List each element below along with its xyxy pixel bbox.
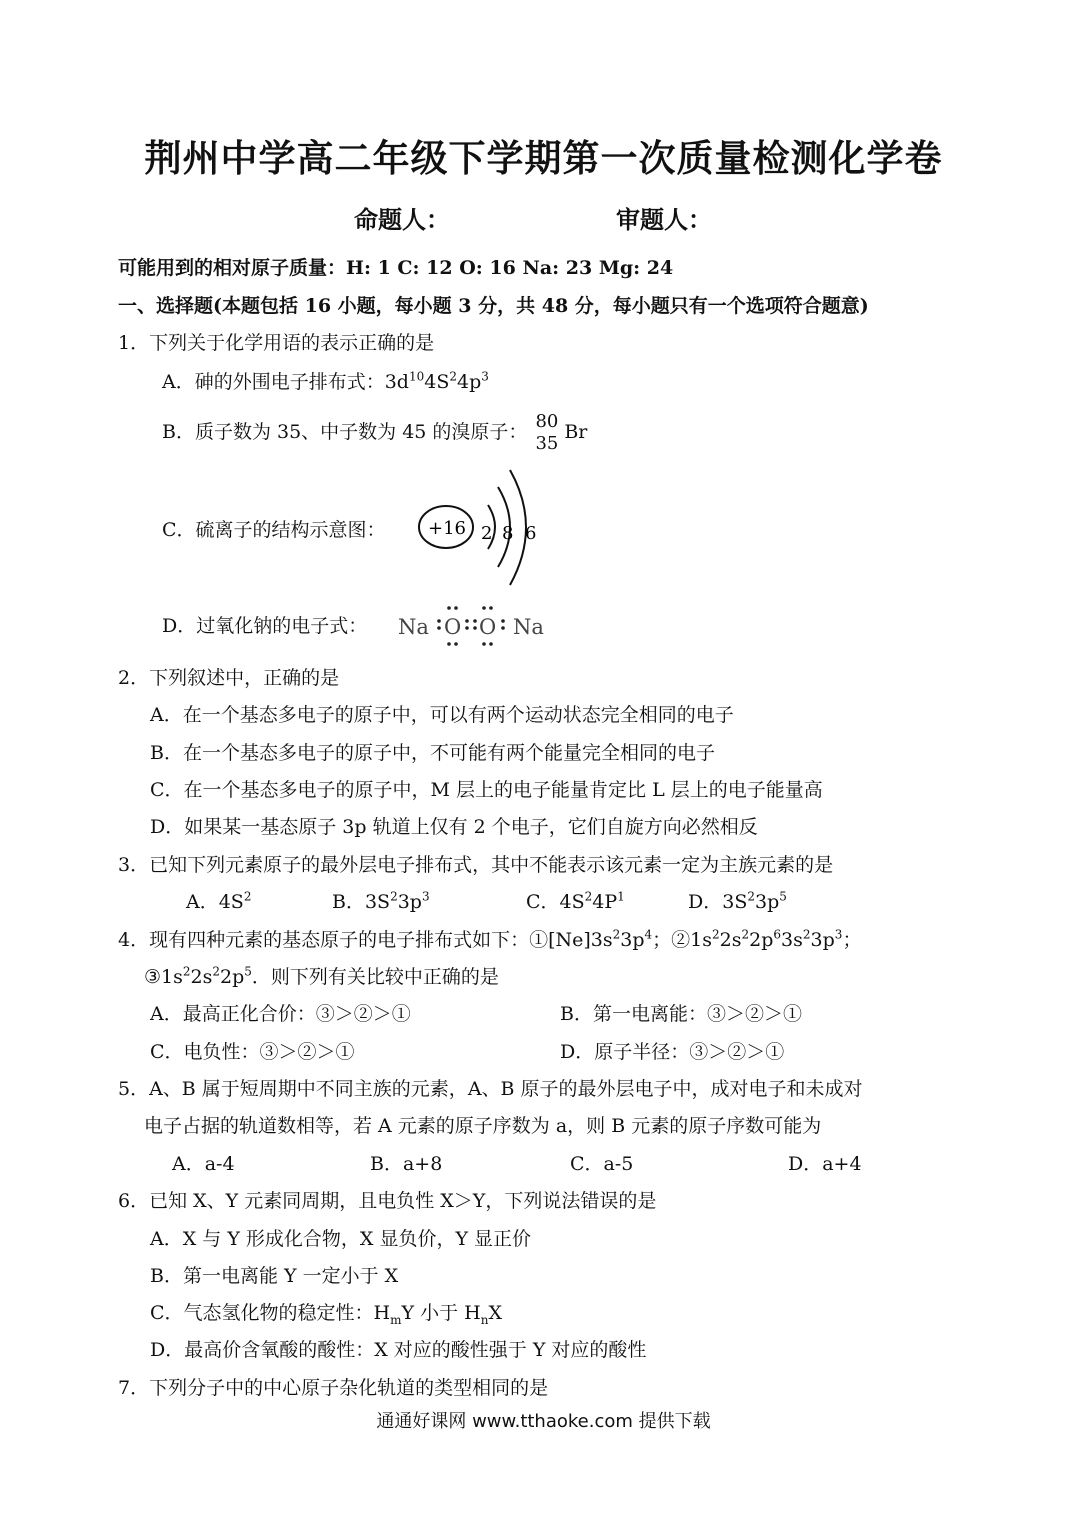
question-5-option-d: D．a+4: [788, 1153, 862, 1175]
shell-2-electrons: 8: [502, 523, 514, 544]
question-2-option-a: A．在一个基态多电子的原子中，可以有两个运动状态完全相同的电子: [150, 704, 734, 726]
page-title: 荆州中学高二年级下学期第一次质量检测化学卷: [144, 137, 943, 180]
question-2-option-c: C．在一个基态多电子的原子中，M 层上的电子能量肯定比 L 层上的电子能量高: [150, 779, 823, 801]
sodium-peroxide-electron-formula: [395, 600, 555, 652]
question-5-stem-line-2: 电子占据的轨道数相等，若 A 元素的原子序数为 a，则 B 元素的原子序数可能为: [144, 1115, 822, 1137]
question-3-option-a: A．$4S^2$: [186, 889, 252, 913]
setter-label: 命题人：: [354, 206, 450, 234]
question-3-option-b: B．$3S^23p^3$: [332, 889, 430, 913]
isotope-notation: 80 35: [535, 411, 559, 454]
question-4-option-d: D．原子半径：③＞②＞①: [560, 1041, 785, 1063]
nucleus-charge: +16: [428, 518, 466, 539]
question-4-option-c: C．电负性：③＞②＞①: [150, 1041, 355, 1063]
question-6-option-d: D．最高价含氧酸的酸性：X 对应的酸性强于 Y 对应的酸性: [150, 1339, 647, 1361]
question-4-option-a: A．最高正化合价：③＞②＞①: [150, 1003, 411, 1025]
question-6-option-b: B．第一电离能 Y 一定小于 X: [150, 1265, 399, 1287]
question-4-option-b: B．第一电离能：③＞②＞①: [560, 1003, 802, 1025]
question-2-option-b: B．在一个基态多电子的原子中，不可能有两个能量完全相同的电子: [150, 742, 715, 764]
question-5-option-a: A．a-4: [172, 1153, 235, 1175]
oxygen-right: O: [479, 615, 497, 639]
question-5-stem-line-1: 5．A、B 属于短周期中不同主族的元素，A、B 原子的最外层电子中，成对电子和未成对: [118, 1078, 863, 1100]
question-7-stem: 7．下列分子中的中心原子杂化轨道的类型相同的是: [118, 1377, 549, 1399]
reviewer-label: 审题人：: [616, 206, 712, 234]
atomic-masses: 可能用到的相对原子质量：H: 1 C: 12 O: 16 Na: 23 Mg: 24: [118, 257, 674, 279]
question-4-stem-line-1: 4．现有四种元素的基态原子的电子排布式如下：$①[Ne]3s^23p^4$；$②1s^22s^22p^63s^23p^3$；: [118, 927, 862, 951]
question-4-stem-line-2: $③1s^22s^22p^5$．则下列有关比较中正确的是: [144, 964, 499, 988]
question-2-option-d: D．如果某一基态原子 3p 轨道上仅有 2 个电子，它们自旋方向必然相反: [150, 816, 758, 838]
sulfide-ion-structure-diagram: [410, 465, 550, 590]
oxygen-left: O: [444, 615, 462, 639]
question-6-option-a: A．X 与 Y 形成化合物，X 显负价，Y 显正价: [150, 1228, 532, 1250]
question-6-option-c: C．气态氢化物的稳定性：$H_mY$ 小于 $H_nX$: [150, 1302, 502, 1327]
question-5-option-b: B．a+8: [370, 1153, 443, 1175]
question-3-stem: 3．已知下列元素原子的最外层电子排布式，其中不能表示该元素一定为主族元素的是: [118, 854, 834, 876]
question-2-stem: 2．下列叙述中，正确的是: [118, 667, 340, 689]
shell-3-electrons: 6: [525, 523, 537, 544]
question-5-option-c: C．a-5: [570, 1153, 634, 1175]
question-3-option-c: C．$4S^24P^1$: [526, 889, 625, 913]
shell-1-electrons: 2: [481, 523, 493, 544]
question-6-stem: 6．已知 X、Y 元素同周期，且电负性 X＞Y，下列说法错误的是: [118, 1190, 657, 1212]
question-1-option-d-label: D．过氧化钠的电子式：: [162, 615, 368, 637]
section-heading: 一、选择题(本题包括 16 小题，每小题 3 分，共 48 分，每小题只有一个选项符合题意): [118, 295, 869, 317]
sodium-right: Na: [513, 615, 544, 639]
question-1-option-b: B．质子数为 35、中子数为 45 的溴原子： 80 35 Br: [162, 411, 588, 454]
page-footer: 通通好课网 www.tthaoke.com 提供下载: [376, 1411, 711, 1432]
sodium-left: Na: [398, 615, 429, 639]
question-1-option-c-label: C．硫离子的结构示意图：: [162, 519, 386, 541]
question-3-option-d: D．$3S^23p^5$: [688, 889, 787, 913]
question-1-option-a: A．砷的外围电子排布式：$3d^{10}4S^24p^3$: [162, 369, 489, 393]
question-1-stem: 1．下列关于化学用语的表示正确的是: [118, 332, 435, 354]
